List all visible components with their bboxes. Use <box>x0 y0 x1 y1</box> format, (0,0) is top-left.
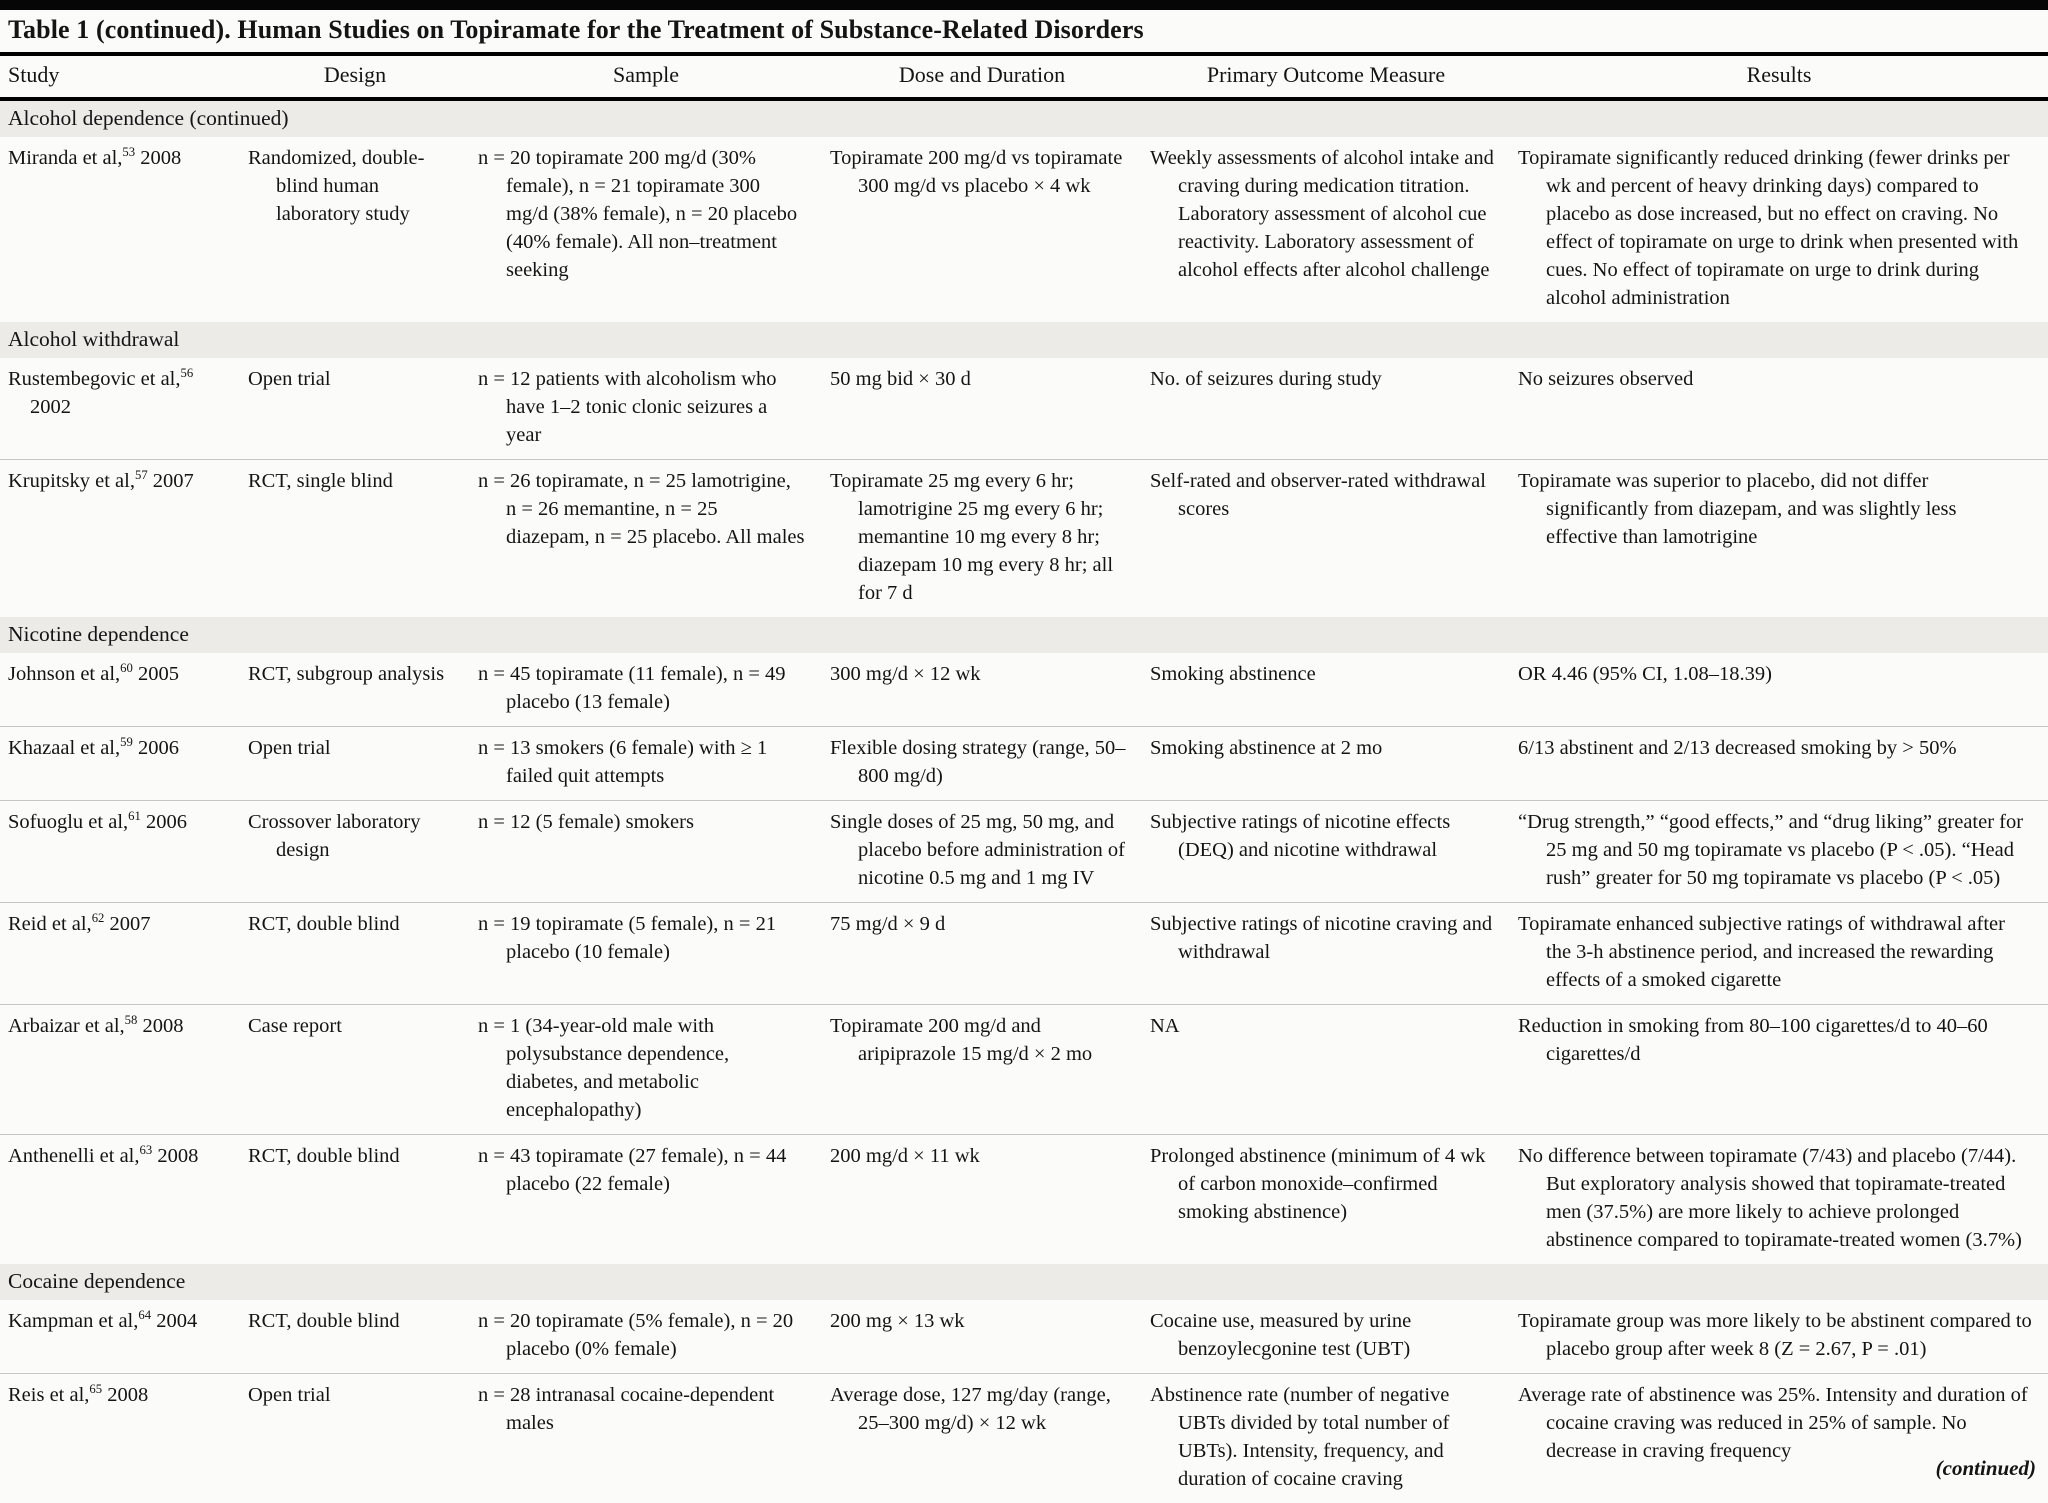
section-row-alcohol-dependence <box>0 99 2048 137</box>
outcome-cell: Weekly assessments of alcohol intake and craving during medication titration. Laboratory assessment of alcohol cue reactivity. Laboratory assessment of alcohol effects after alcohol challenge <box>1142 137 1510 322</box>
study-author: Reis et al, <box>8 1384 89 1406</box>
sample-cell: n = 19 topiramate (5 female), n = 21 placebo (10 female) <box>470 903 822 1005</box>
study-author: Reid et al, <box>8 913 92 935</box>
results-cell: OR 4.46 (95% CI, 1.08–18.39) <box>1510 653 2048 727</box>
study-year: 2008 <box>137 1015 183 1037</box>
section-label: Alcohol dependence (continued) <box>0 99 2048 137</box>
table-title: Table 1 (continued). Human Studies on Topiramate for the Treatment of Substance-Related Disorders <box>0 10 2048 56</box>
study-year: 2008 <box>152 1145 198 1167</box>
study-ref-number: 57 <box>135 468 148 482</box>
study-ref-number: 62 <box>92 911 105 925</box>
study-year: 2006 <box>133 737 179 759</box>
study-year: 2007 <box>104 913 150 935</box>
dose-cell: Flexible dosing strategy (range, 50–800 mg/d) <box>822 727 1142 801</box>
column-header-results: Results <box>1510 56 2048 99</box>
table-row-krupitsky <box>0 460 2048 618</box>
sample-cell: n = 20 topiramate 200 mg/d (30% female), n = 21 topiramate 300 mg/d (38% female), n = 20 placebo (40% female). All non–treatment seeking <box>470 137 822 322</box>
outcome-cell: Subjective ratings of nicotine effects (DEQ) and nicotine withdrawal <box>1142 801 1510 903</box>
study-ref-number: 59 <box>120 735 133 749</box>
results-cell: No difference between topiramate (7/43) and placebo (7/44). But exploratory analysis showed that topiramate-treated men (37.5%) are more likely to achieve prolonged abstinence compared to topiramate-treated women (3.7%) <box>1510 1135 2048 1265</box>
studies-table <box>0 56 2048 1503</box>
column-header-study: Study <box>0 56 240 99</box>
design-cell: Case report <box>240 1005 470 1135</box>
study-ref-number: 58 <box>125 1013 138 1027</box>
study-cell <box>0 460 240 618</box>
table-row-reid <box>0 903 2048 1005</box>
study-year: 2008 <box>102 1384 148 1406</box>
outcome-cell: Cocaine use, measured by urine benzoylecgonine test (UBT) <box>1142 1300 1510 1374</box>
sample-cell: n = 13 smokers (6 female) with ≥ 1 failed quit attempts <box>470 727 822 801</box>
sample-cell: n = 1 (34-year-old male with polysubstance dependence, diabetes, and metabolic encephalopathy) <box>470 1005 822 1135</box>
sample-cell: n = 12 (5 female) smokers <box>470 801 822 903</box>
table-row-anthenelli <box>0 1135 2048 1265</box>
design-cell: RCT, subgroup analysis <box>240 653 470 727</box>
outcome-cell: Self-rated and observer-rated withdrawal scores <box>1142 460 1510 618</box>
study-cell <box>0 903 240 1005</box>
study-cell <box>0 137 240 322</box>
study-author: Rustembegovic et al, <box>8 368 181 390</box>
study-cell <box>0 1005 240 1135</box>
column-header-dose: Dose and Duration <box>822 56 1142 99</box>
section-label: Cocaine dependence <box>0 1264 2048 1300</box>
study-year: 2006 <box>141 811 187 833</box>
dose-cell: Single doses of 25 mg, 50 mg, and placebo before administration of nicotine 0.5 mg and 1 mg IV <box>822 801 1142 903</box>
study-year: 2005 <box>133 663 179 685</box>
design-cell: RCT, double blind <box>240 903 470 1005</box>
outcome-cell: Smoking abstinence at 2 mo <box>1142 727 1510 801</box>
table-row-kampman <box>0 1300 2048 1374</box>
study-year: 2002 <box>30 396 71 418</box>
sample-cell: n = 28 intranasal cocaine-dependent males <box>470 1374 822 1503</box>
section-row-cocaine-dependence <box>0 1264 2048 1300</box>
study-author: Kampman et al, <box>8 1310 138 1332</box>
continued-marker: (continued) <box>1936 1456 2036 1481</box>
dose-cell: 200 mg/d × 11 wk <box>822 1135 1142 1265</box>
table-row-sofuoglu <box>0 801 2048 903</box>
dose-cell: 50 mg bid × 30 d <box>822 358 1142 460</box>
section-label: Nicotine dependence <box>0 617 2048 653</box>
dose-cell: Topiramate 200 mg/d and aripiprazole 15 mg/d × 2 mo <box>822 1005 1142 1135</box>
sample-cell: n = 20 topiramate (5% female), n = 20 placebo (0% female) <box>470 1300 822 1374</box>
dose-cell: Topiramate 200 mg/d vs topiramate 300 mg/d vs placebo × 4 wk <box>822 137 1142 322</box>
dose-cell: 300 mg/d × 12 wk <box>822 653 1142 727</box>
outcome-cell: Abstinence rate (number of negative UBTs divided by total number of UBTs). Intensity, frequency, and duration of cocaine craving <box>1142 1374 1510 1503</box>
study-ref-number: 53 <box>122 145 135 159</box>
sample-cell: n = 45 topiramate (11 female), n = 49 placebo (13 female) <box>470 653 822 727</box>
study-ref-number: 64 <box>138 1308 151 1322</box>
column-header-outcome: Primary Outcome Measure <box>1142 56 1510 99</box>
column-header-sample: Sample <box>470 56 822 99</box>
study-ref-number: 63 <box>140 1143 153 1157</box>
study-ref-number: 60 <box>120 661 133 675</box>
study-author: Johnson et al, <box>8 663 120 685</box>
results-cell: Topiramate significantly reduced drinking (fewer drinks per wk and percent of heavy drinking days) compared to placebo as dose increased, but no effect on craving. No effect of topiramate on urge to drink when presented with cues. No effect of topiramate on urge to drink during alcohol administration <box>1510 137 2048 322</box>
study-ref-number: 61 <box>128 809 141 823</box>
results-cell: Topiramate enhanced subjective ratings of withdrawal after the 3-h abstinence period, and increased the rewarding effects of a smoked cigarette <box>1510 903 2048 1005</box>
study-author: Khazaal et al, <box>8 737 120 759</box>
results-cell: “Drug strength,” “good effects,” and “drug liking” greater for 25 mg and 50 mg topiramate vs placebo (P < .05). “Head rush” greater for 50 mg topiramate vs placebo (P < .05) <box>1510 801 2048 903</box>
results-cell: Reduction in smoking from 80–100 cigarettes/d to 40–60 cigarettes/d <box>1510 1005 2048 1135</box>
dose-cell: 200 mg × 13 wk <box>822 1300 1142 1374</box>
study-year: 2004 <box>151 1310 197 1332</box>
design-cell: Open trial <box>240 358 470 460</box>
results-cell: Topiramate group was more likely to be abstinent compared to placebo group after week 8 (Z = 2.67, P = .01) <box>1510 1300 2048 1374</box>
outcome-cell: No. of seizures during study <box>1142 358 1510 460</box>
sample-cell: n = 12 patients with alcoholism who have 1–2 tonic clonic seizures a year <box>470 358 822 460</box>
table-row-miranda <box>0 137 2048 322</box>
study-cell <box>0 1300 240 1374</box>
header-row <box>0 56 2048 99</box>
top-rule-bar <box>0 0 2048 10</box>
section-label: Alcohol withdrawal <box>0 322 2048 358</box>
study-ref-number: 65 <box>89 1382 102 1396</box>
study-cell <box>0 727 240 801</box>
design-cell: Open trial <box>240 1374 470 1503</box>
study-cell <box>0 801 240 903</box>
outcome-cell: Smoking abstinence <box>1142 653 1510 727</box>
study-author: Anthenelli et al, <box>8 1145 140 1167</box>
results-cell: No seizures observed <box>1510 358 2048 460</box>
study-author: Miranda et al, <box>8 147 122 169</box>
study-author: Sofuoglu et al, <box>8 811 128 833</box>
column-header-design: Design <box>240 56 470 99</box>
outcome-cell: NA <box>1142 1005 1510 1135</box>
design-cell: Crossover laboratory design <box>240 801 470 903</box>
sample-cell: n = 26 topiramate, n = 25 lamotrigine, n = 26 memantine, n = 25 diazepam, n = 25 placebo. All males <box>470 460 822 618</box>
study-cell <box>0 1135 240 1265</box>
section-row-nicotine-dependence <box>0 617 2048 653</box>
study-year: 2008 <box>135 147 181 169</box>
design-cell: RCT, double blind <box>240 1135 470 1265</box>
study-cell <box>0 1374 240 1503</box>
study-year: 2007 <box>148 470 194 492</box>
table-row-reis <box>0 1374 2048 1503</box>
study-cell <box>0 358 240 460</box>
table-row-arbaizar <box>0 1005 2048 1135</box>
table-header <box>0 56 2048 99</box>
table-row-khazaal <box>0 727 2048 801</box>
study-author: Krupitsky et al, <box>8 470 135 492</box>
section-row-alcohol-withdrawal <box>0 322 2048 358</box>
design-cell: Randomized, double-blind human laboratory study <box>240 137 470 322</box>
design-cell: Open trial <box>240 727 470 801</box>
study-ref-number: 56 <box>181 366 194 380</box>
results-cell: 6/13 abstinent and 2/13 decreased smoking by > 50% <box>1510 727 2048 801</box>
study-author: Arbaizar et al, <box>8 1015 125 1037</box>
table-row-rustembegovic <box>0 358 2048 460</box>
design-cell: RCT, single blind <box>240 460 470 618</box>
study-cell <box>0 653 240 727</box>
dose-cell: 75 mg/d × 9 d <box>822 903 1142 1005</box>
results-cell: Average rate of abstinence was 25%. Intensity and duration of cocaine craving was reduced in 25% of sample. No decrease in craving frequency <box>1510 1374 2048 1503</box>
outcome-cell: Subjective ratings of nicotine craving and withdrawal <box>1142 903 1510 1005</box>
dose-cell: Average dose, 127 mg/day (range, 25–300 mg/d) × 12 wk <box>822 1374 1142 1503</box>
sample-cell: n = 43 topiramate (27 female), n = 44 placebo (22 female) <box>470 1135 822 1265</box>
table-row-johnson <box>0 653 2048 727</box>
design-cell: RCT, double blind <box>240 1300 470 1374</box>
dose-cell: Topiramate 25 mg every 6 hr; lamotrigine 25 mg every 6 hr; memantine 10 mg every 8 hr; diazepam 10 mg every 8 hr; all for 7 d <box>822 460 1142 618</box>
outcome-cell: Prolonged abstinence (minimum of 4 wk of carbon monoxide–confirmed smoking abstinence) <box>1142 1135 1510 1265</box>
results-cell: Topiramate was superior to placebo, did not differ significantly from diazepam, and was slightly less effective than lamotrigine <box>1510 460 2048 618</box>
